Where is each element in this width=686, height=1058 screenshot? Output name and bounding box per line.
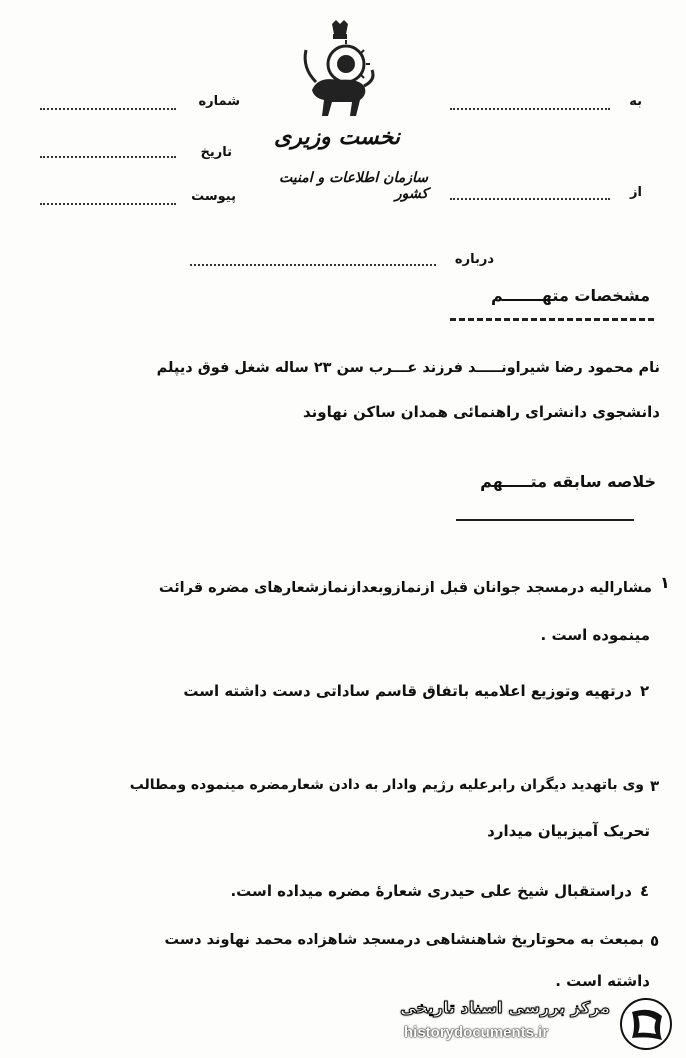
date-label: تاریخ [200,145,232,160]
lion-and-sun-emblem [298,20,380,124]
accused-student-line: دانشجوی دانشرای راهنمائی همدان ساکن نهاوند [302,403,660,421]
item-3-text: وی باتهدید دیگران رابرعلیه رژیم وادار به دادن شعارمضره مینموده ومطالب [129,777,644,793]
item-3-continuation: تحریک آمیزبیان میدارد [487,822,650,840]
item-1-continuation: مینموده است . [540,626,650,644]
item-2-text: درتهیه وتوزیع اعلامیه باتفاق قاسم ساداتی دست داشته است [183,682,632,700]
item-5-text: بمبعث به محوتاریخ شاهنشاهی درمسجد شاهزاده محمد نهاوند دست [164,932,644,948]
section2-title: خلاصه سابقه متـــــهم [480,472,656,491]
item-4-number: ٤ [640,882,650,900]
to-line [450,108,610,110]
from-label: از [630,185,642,200]
ministry-title: نخست وزیری [274,124,400,150]
number-line [40,108,176,110]
attachment-label: پیوست [191,189,236,204]
number-label: شماره [198,94,240,109]
item-1-text: مشارالیه درمسجد جوانان قبل ازنمازوبعدازنمازشعارهای مضره قرائت [158,580,652,596]
watermark-title: مرکز بررسی اسناد تاریخی [400,998,610,1017]
section1-title: مشخصات متهـــــــم [491,286,650,305]
subject-line [190,264,436,266]
date-line [40,156,176,158]
attachment-line [40,203,176,205]
organization-title: سازمان اطلاعات و امنیت کشور [279,170,428,202]
watermark [400,994,680,1054]
item-1-number: ۱ [660,573,670,592]
section2-underline [456,519,634,521]
accused-name-line: نام محمود رضا شیراونـــــد فرزند عـــرب سن ۲۳ ساله شغل فوق دیپلم [156,360,660,376]
subject-label: درباره [454,252,494,267]
item-5-continuation: داشته است . [555,972,650,990]
item-5-number: ٥ [650,932,660,950]
watermark-url: historydocuments.ir [404,1024,549,1041]
item-4-text: دراستقبال شیخ علی حیدری شعارهٔ مضره میداده است. [230,882,632,900]
item-3-number: ۳ [650,777,660,795]
to-label: به [629,94,642,109]
section1-underline [450,318,654,321]
archive-logo-icon [618,996,674,1052]
item-2-number: ۲ [640,682,650,700]
from-line [450,198,610,200]
